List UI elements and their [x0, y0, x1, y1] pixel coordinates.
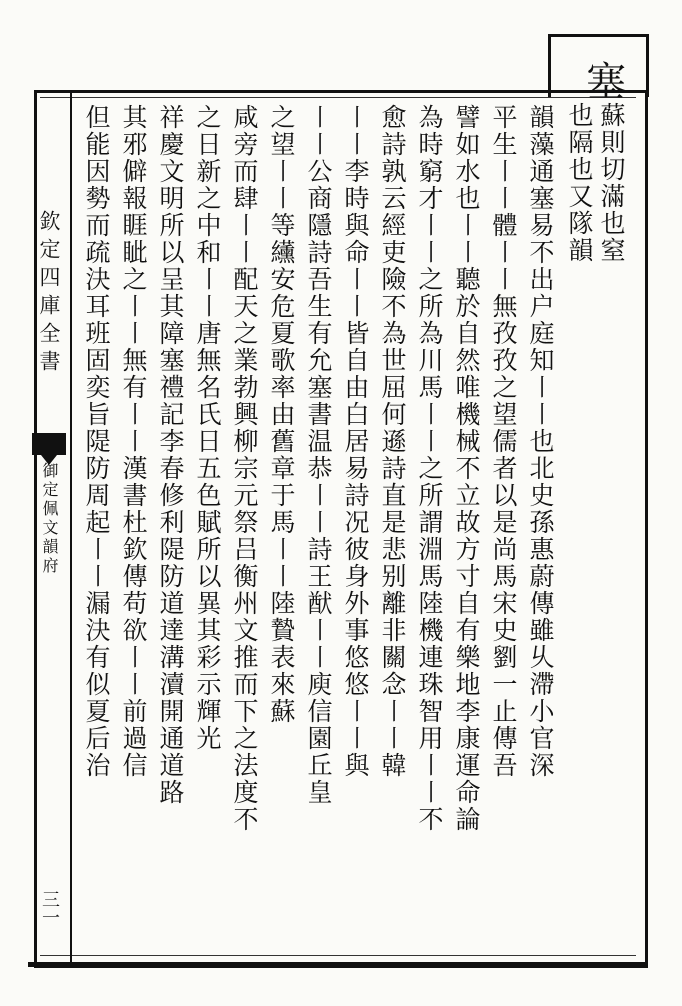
text-column: 愈詩孰云經吏險不為世屈何遜詩直是悲别離非關念〡〡韓 — [378, 104, 407, 779]
text-column: 譬如水也〡〡聽於自然唯機械不立故方寸自有樂地李康運命論 — [452, 104, 481, 833]
bottom-rule — [28, 962, 648, 967]
text-column: 平生〡〡體〡〡無孜孜之望儒者以是尚馬宋史劉一止傳吾 — [489, 104, 518, 779]
heading-character: 塞 — [586, 59, 626, 105]
heading-line-2: 也隔也又隊韻 — [565, 102, 594, 264]
text-column: 韻藻通塞易不出户庭知〡〡也北史孫惠蔚傳雖乆滯小官深 — [526, 104, 555, 779]
text-column: 但能因勢而疏決耳班固奕旨隄防周起〡〡漏決有似夏后治 — [82, 104, 111, 779]
text-column: 其邪僻報睚眦之〡〡無有〡〡漢書杜欽傳苟欲〡〡前過信 — [119, 104, 148, 779]
entry-heading — [560, 42, 638, 940]
text-column: 為時窮才〡〡之所為川馬〡〡之所謂淵馬陸機連珠智用〡〡不 — [415, 104, 444, 833]
page-number: 三一 — [39, 890, 60, 926]
text-column: 咸旁而肆〡〡配天之業勃興柳宗元祭吕衡州文推而下之法度不 — [230, 104, 259, 833]
text-column: 〡〡李時與命〡〡皆自由白居易詩况彼身外事悠悠〡〡與 — [341, 104, 370, 779]
page-edge-column — [28, 90, 72, 964]
heading-line-1: 蘇則切滿也窒 — [597, 102, 626, 264]
text-column: 之日新之中和〡〡唐無名氏日五色賦所以異其彩示輝光 — [193, 104, 222, 752]
text-column: 之望〡〡等䌲安危夏歌率由舊章于馬〡〡陸贄表來蘇 — [267, 104, 296, 725]
book-title: 欽定四庫全書 — [37, 210, 61, 378]
text-column: 〡〡公商隱詩吾生有允塞書温恭〡〡詩王猷〡〡庾信園丘皇 — [304, 104, 333, 806]
volume-title: 御定佩文韻府 — [40, 462, 59, 576]
text-body — [72, 104, 557, 956]
inner-rule-top — [40, 97, 636, 98]
fishtail-mark-icon — [32, 433, 66, 455]
text-column: 祥慶文明所以呈其障塞禮記李春修利隄防道達溝瀆開通道路 — [156, 104, 185, 806]
